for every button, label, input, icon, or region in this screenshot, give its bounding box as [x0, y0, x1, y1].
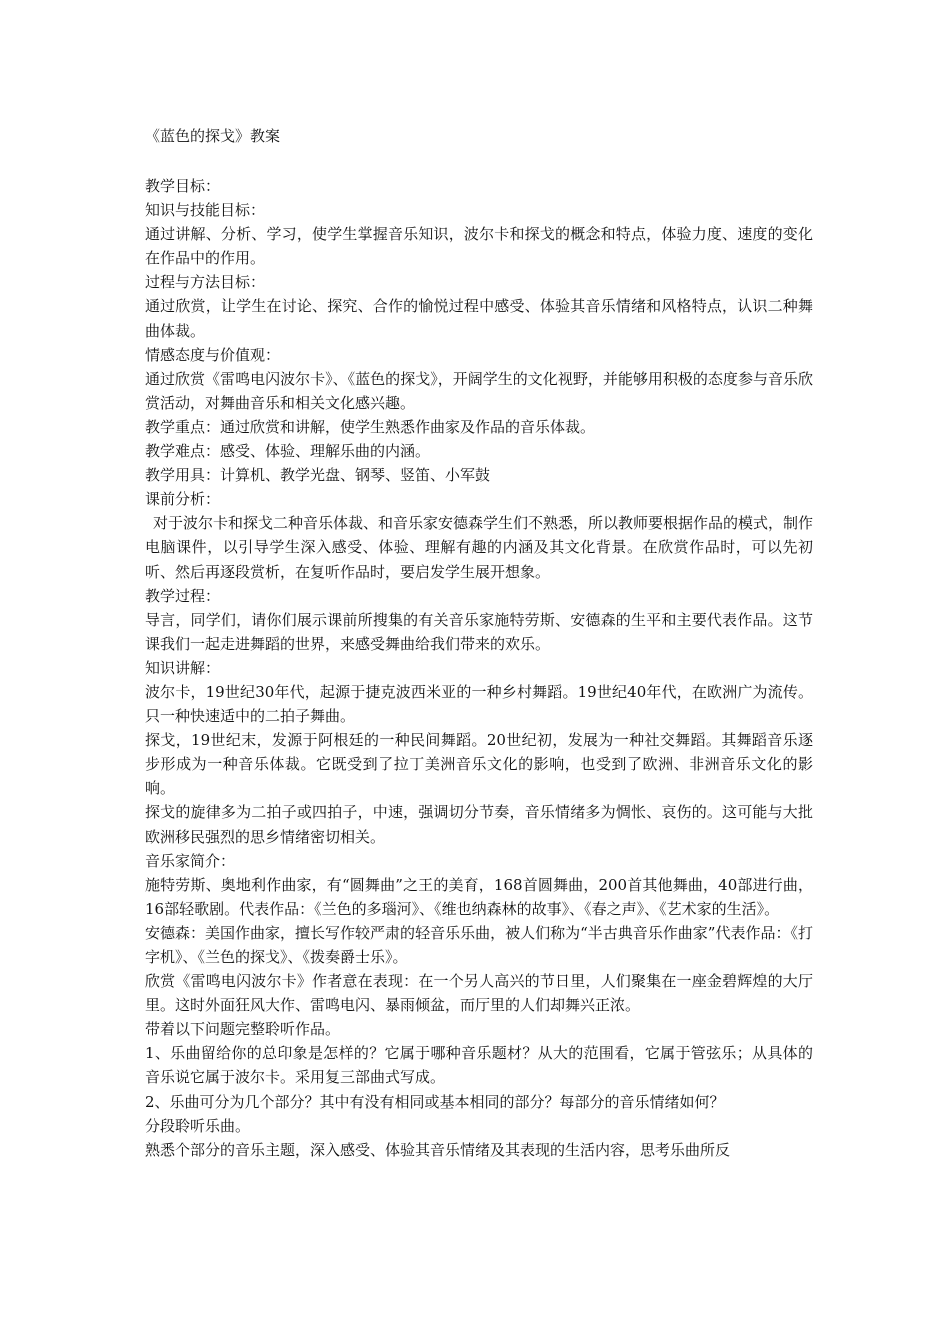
paragraph-knowledge-skill: 通过讲解、分析、学习，使学生掌握音乐知识，波尔卡和探戈的概念和特点，体验力度、速度的变化在作品中的作用。 [145, 225, 813, 268]
line-teaching-difficulty: 教学难点：感受、体验、理解乐曲的内涵。 [145, 442, 431, 461]
heading-pre-class-analysis: 课前分析： [145, 490, 221, 509]
heading-process-method-goals: 过程与方法目标： [145, 273, 266, 292]
paragraph-anderson: 安德森：美国作曲家，擅长写作较严肃的轻音乐乐曲，被人们称为“半古典音乐作曲家”代表作品：《打字机》、《兰色的探戈》、《拨奏爵士乐》。 [145, 923, 813, 966]
paragraph-appreciation: 欣赏《雷鸣电闪波尔卡》作者意在表现：在一个另人高兴的节日里，人们聚集在一座金碧辉煌的大厅里。这时外面狂风大作、雷鸣电闪、暴雨倾盆，而厅里的人们却舞兴正浓。 [145, 972, 813, 1015]
line-listening-instruction: 带着以下问题完整聆听作品。 [145, 1020, 341, 1039]
heading-teaching-process: 教学过程： [145, 586, 221, 605]
heading-attitude-values: 情感态度与价值观： [145, 345, 281, 364]
question-1: 1、乐曲留给你的总印象是怎样的？它属于哪种音乐题材？从大的范围看，它属于管弦乐；从具体的音乐说它属于波尔卡。采用复三部曲式写成。 [145, 1044, 813, 1087]
paragraph-tango-melody: 探戈的旋律多为二拍子或四拍子，中速，强调切分节奏，音乐情绪多为惆怅、哀伤的。这可能与大批欧洲移民强烈的思乡情绪密切相关。 [145, 803, 813, 846]
question-2: 2、乐曲可分为几个部分？其中有没有相同或基本相同的部分？每部分的音乐情绪如何？ [145, 1092, 725, 1111]
paragraph-strauss: 施特劳斯、奥地利作曲家，有“圆舞曲”之王的美育，168首圆舞曲，200首其他舞曲，40部进行曲，16部轻歌剧。代表作品：《兰色的多瑙河》、《维也纳森林的故事》、《春之声》、《艺术家的生活》。 [145, 875, 813, 918]
paragraph-theme-study: 熟悉个部分的音乐主题，深入感受、体验其音乐情绪及其表现的生活内容，思考乐曲所反 [145, 1140, 731, 1159]
paragraph-process-method: 通过欣赏，让学生在讨论、探究、合作的愉悦过程中感受、体验其音乐情绪和风格特点，认识二种舞曲体裁。 [145, 297, 813, 340]
heading-composer-intro: 音乐家简介： [145, 851, 236, 870]
line-segment-listening: 分段聆听乐曲。 [145, 1116, 251, 1135]
paragraph-tango: 探戈，19世纪末，发源于阿根廷的一种民间舞蹈。20世纪初，发展为一种社交舞蹈。其舞蹈音乐逐步形成为一种音乐体裁。它既受到了拉丁美洲音乐文化的影响，也受到了欧洲、非洲音乐文化的影响。 [145, 731, 813, 798]
paragraph-polka: 波尔卡，19世纪30年代，起源于捷克波西米亚的一种乡村舞蹈。19世纪40年代，在欧洲广为流传。只一种快速适中的二拍子舞曲。 [145, 682, 813, 726]
paragraph-introduction: 导言，同学们，请你们展示课前所搜集的有关音乐家施特劳斯、安德森的生平和主要代表作品。这节课我们一起走进舞蹈的世界，来感受舞曲给我们带来的欢乐。 [145, 610, 813, 653]
paragraph-attitude-values: 通过欣赏《雷鸣电闪波尔卡》、《蓝色的探戈》，开阔学生的文化视野，并能够用积极的态度参与音乐欣赏活动，对舞曲音乐和相关文化感兴趣。 [145, 369, 813, 412]
line-teaching-tools: 教学用具：计算机、教学光盘、钢琴、竖笛、小军鼓 [145, 466, 491, 485]
line-teaching-focus: 教学重点：通过欣赏和讲解，使学生熟悉作曲家及作品的音乐体裁。 [145, 417, 596, 436]
heading-knowledge-skill-goals: 知识与技能目标： [145, 201, 266, 220]
heading-knowledge-explanation: 知识讲解： [145, 658, 221, 677]
document-body [145, 174, 813, 1162]
heading-teaching-goals: 教学目标： [145, 177, 221, 195]
document-title: 《蓝色的探戈》教案 [145, 127, 281, 145]
paragraph-pre-class-analysis: 对于波尔卡和探戈二种音乐体裁、和音乐家安德森学生们不熟悉，所以教师要根据作品的模式，制作电脑课件，以引导学生深入感受、体验、理解有趣的内涵及其文化背景。在欣赏作品时，可以先初听、然后再逐段赏析，在复听作品时，要启发学生展开想象。 [145, 514, 814, 581]
